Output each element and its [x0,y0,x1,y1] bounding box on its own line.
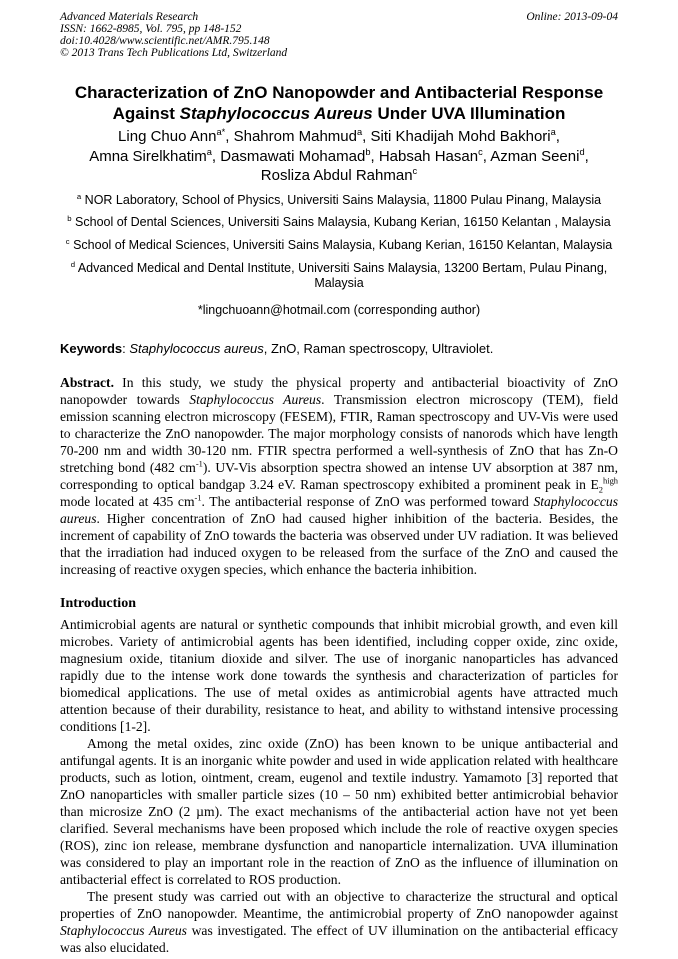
abstract-paragraph: Abstract. In this study, we study the physical property and antibacterial bioactivity of ZnO nanopowder towards Staphylococcus Aureus. Transmission electron microscopy (TEM), field emission scanning electron microscopy (FESEM), FTIR, Raman spectroscopy and UV-Vis were used to characterize the ZnO nanopowder. The major morphology consists of nanorods which have length 70-200 nm and width 30-120 nm. FTIR spectra performed a well-synthesis of ZnO that has Zn-O stretching bond (482 $cm^{-1}$). UV-Vis absorption spectra showed an intense UV absorption at 387 nm, corresponding to optical bandgap 3.24 eV. Raman spectroscopy exhibited a prominent peak in $E_2^{high}$ mode located at 435 $cm^{-1}$. The antibacterial response of ZnO was performed toward Staphylococcus aureus. Higher concentration of ZnO had caused higher inhibition of the bacteria. Besides, the increment of capability of ZnO towards the bacteria was observed under UV radiation. It was believed that the irradiation had induced oxygen to be released from the surface of the ZnO and caused the increasing of reactive oxygen species, which enhance the bacteria inhibition. [60,375,618,578]
issn-volume-line: ISSN: 1662-8985, Vol. 795, pp 148-152 [60,22,242,35]
paper-title: Characterization of ZnO Nanopowder and Antibacterial Response Against Staphylococcus Aureus Under UVA Illumination [74,82,604,124]
affiliation-b: $^b$ School of Dental Sciences, Universiti Sains Malaysia, Kubang Kerian, 16150 Kelantan , Malaysia [67,214,611,230]
affiliation-a: $^a$ NOR Laboratory, School of Physics, Universiti Sains Malaysia, 11800 Pulau Pinang, Malaysia [76,191,602,207]
online-date: Online: 2013-09-04 [526,11,618,23]
keywords-line: Keywords: Staphylococcus aureus, ZnO, Raman spectroscopy, Ultraviolet. [60,340,494,356]
copyright-line: © 2013 Trans Tech Publications Ltd, Switzerland [60,46,288,59]
publication-header [60,12,618,60]
introduction-heading: Introduction [60,596,136,612]
publication-info [60,12,287,60]
journal-name: Advanced Materials Research [60,11,199,23]
author-list: Ling Chuo Ann$^{a*}$, Shahrom Mahmud$^a$, Siti Khadijah Mohd Bakhori$^a$, Amna Sirelkhatim$^a$, Dasmawati Mohamad$^b$, Habsah Hasan$^c$, Azman Seeni$^d$, Rosliza Abdul Rahman$^c$ [89,127,589,185]
introduction-paragraph-3: The present study was carried out with an objective to characterize the structural and optical properties of ZnO nanopowder. Meantime, the antimicrobial property of ZnO nanopowder against Staphylococcus Aureus was investigated. The effect of UV illumination on the antibacterial efficacy was also elucidated. [60,889,618,956]
affiliation-d: $^d$ Advanced Medical and Dental Institute, Universiti Sains Malaysia, 13200 Bertam, Pulau Pinang, Malaysia [70,259,608,291]
introduction-paragraph-1: Antimicrobial agents are natural or synthetic compounds that inhibit microbial growth, and even kill microbes. Variety of antimicrobial agents has been identified, including copper oxide, zinc oxide, magnesium oxide, titanium dioxide and silver. The use of inorganic nanoparticles has advanced rapidly due to the intense work done towards the synthesis and characterization of particles for biomedical applications. The use of metal oxides as antimicrobial agents have attracted much attention because of their durability, resistance to heat, and ability to withstand intensive processing conditions [1-2]. [60,617,618,735]
affiliation-c: $^c$ School of Medical Sciences, Universiti Sains Malaysia, Kubang Kerian, 16150 Kelantan, Malaysia [65,236,613,253]
introduction-paragraph-2: Among the metal oxides, zinc oxide (ZnO) has been known to be unique antibacterial and antifungal agents. It is an inorganic white powder and used in wide application related with healthcare products, such as lotion, ointment, cream, eugenol and textile industry. Yamamoto [3] reported that ZnO nanoparticles with smaller particle sizes (10 – 50 nm) exhibited better antimicrobial behavior than microsize ZnO (2 µm). The exact mechanisms of the antibacterial action have not yet been clarified. Several mechanisms have been proposed which include the role of reactive oxygen species (ROS), zinc ion release, membrane dysfunction and nanoparticle internalization. UVA illumination was considered to play an important role in the reaction of ZnO as the influence of illumination on antibacterial effect is correlated to ROS production. [60,736,618,888]
doi-line: doi:10.4028/www.scientific.net/AMR.795.148 [60,34,270,47]
corresponding-author-email: *lingchuoann@hotmail.com (corresponding author) [197,302,481,317]
